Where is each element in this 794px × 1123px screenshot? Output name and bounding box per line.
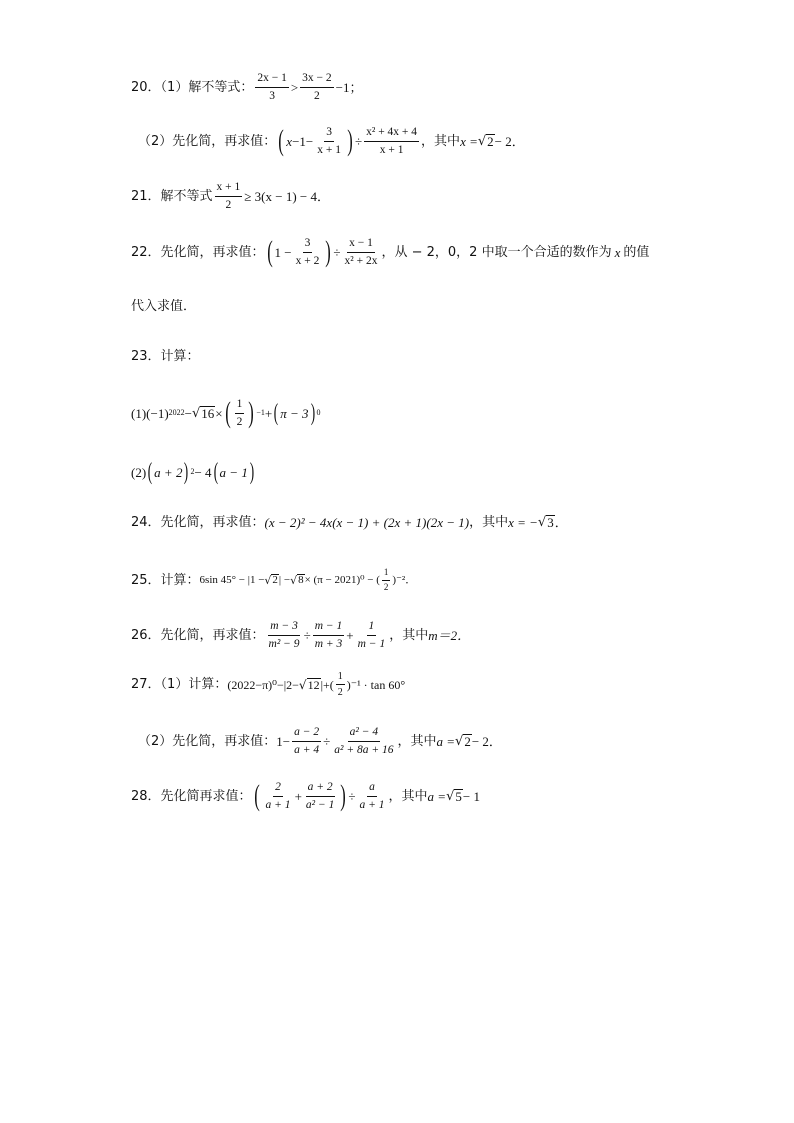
denominator: a² + 8a + 16 [334, 743, 394, 756]
numerator: x + 1 [215, 181, 243, 197]
expression: − 4 [194, 464, 212, 480]
question-22 [131, 237, 649, 267]
left-paren: ( [224, 396, 231, 430]
operator: ÷ [348, 788, 356, 804]
numerator: a − 2 [292, 726, 321, 742]
exponent: 2022 [168, 408, 185, 418]
numerator: m − 3 [268, 620, 300, 636]
fraction [215, 181, 243, 211]
question-20-part-1 [131, 72, 363, 102]
radicand: 3 [547, 515, 554, 530]
expression: | − [278, 573, 291, 586]
variable: x [614, 244, 621, 260]
question-25 [131, 568, 416, 593]
condition-text: ，其中 [397, 733, 437, 749]
condition-expression: m＝2． [428, 627, 471, 643]
left-paren: ( [253, 779, 260, 813]
question-text: 26．先化简，再求值： [131, 627, 265, 643]
denominator: 2 [236, 415, 243, 428]
radicand: 5 [455, 789, 462, 805]
radicand: 16 [201, 406, 215, 422]
question-24 [131, 515, 568, 529]
condition-text: ，其中 [469, 514, 509, 530]
question-21 [131, 181, 330, 211]
operator: ÷ [303, 627, 311, 643]
expression-tail: − 2． [471, 733, 502, 749]
expression-tail: −1； [335, 79, 363, 95]
denominator: 3 [269, 89, 275, 102]
exponent: −1 [256, 408, 265, 418]
right-paren: ) [184, 459, 189, 485]
numerator: 3 [303, 237, 313, 253]
denominator: m² − 9 [268, 637, 300, 650]
operator: − [184, 405, 192, 421]
numerator: x² + 4x + 4 [364, 126, 419, 142]
right-paren: ) [325, 235, 332, 269]
question-text: 的值 [623, 244, 650, 260]
question-text: 22．先化简，再求值： [131, 244, 265, 260]
expression: π − 3 [280, 405, 309, 421]
expression-tail: − 2． [494, 133, 525, 149]
denominator: m − 1 [357, 637, 386, 650]
left-paren: ( [274, 400, 279, 427]
condition-expression: x = − [508, 514, 538, 530]
expression: 1− [276, 733, 291, 749]
fraction [382, 568, 391, 593]
numerator: 2x − 1 [255, 72, 289, 88]
denominator: x + 2 [295, 254, 320, 267]
question-text: 23．计算： [131, 349, 200, 364]
question-text: （2）先化简，再求值： [138, 133, 277, 149]
condition-text: ，其中 [388, 788, 428, 804]
fraction [336, 671, 345, 698]
numerator: a² − 4 [348, 726, 380, 742]
sqrt: √ 12 [298, 678, 320, 692]
expression: a − 1 [219, 464, 248, 480]
numerator: 1 [367, 620, 377, 636]
variable: x [286, 133, 293, 149]
fraction [332, 726, 395, 756]
expression: 6sin 45° − |1 − [199, 573, 265, 586]
sqrt: √ 8 [290, 574, 304, 588]
question-text: 25．计算： [131, 572, 200, 588]
right-paren: ) [347, 124, 353, 158]
question-text: 20．（1）解不等式： [131, 79, 254, 95]
fraction [313, 620, 345, 650]
left-paren: ( [147, 459, 153, 485]
numerator: 1 [382, 568, 391, 581]
fraction [315, 126, 343, 156]
expression: × (π − 2021)⁰ − ( [304, 573, 380, 586]
operator: ÷ [323, 733, 331, 749]
denominator: a² − 1 [305, 798, 335, 811]
expression: |+( [320, 677, 334, 692]
question-23 [131, 350, 200, 363]
fraction [300, 72, 334, 102]
sqrt: √ 16 [192, 406, 215, 422]
sqrt: √ 5 [446, 789, 462, 805]
sqrt: √ 3 [537, 515, 554, 530]
fraction [356, 620, 388, 650]
expression: (1)(−1) [131, 405, 169, 421]
denominator: x + 1 [379, 143, 404, 156]
radicand: 2 [464, 734, 471, 750]
expression: (2) [131, 464, 147, 480]
denominator: a + 1 [359, 798, 385, 811]
condition-text: ，其中 [421, 133, 461, 149]
question-20-part-2 [138, 126, 525, 156]
numerator: 3x − 2 [300, 72, 334, 88]
condition-text: ，其中 [389, 627, 429, 643]
fraction [304, 781, 336, 811]
question-text: ，从 − 2，0，2 中取一个合适的数作为 [381, 244, 612, 260]
fraction [267, 620, 302, 650]
question-text: 代入求值． [131, 299, 197, 314]
left-paren: ( [213, 459, 218, 485]
expression-tail: ． [554, 514, 568, 530]
numerator: 1 [336, 671, 345, 685]
denominator: 2 [383, 581, 389, 592]
expression-tail: − 1 [462, 788, 480, 804]
fraction [358, 781, 387, 811]
operator: ÷ [354, 133, 363, 149]
numerator: a [367, 781, 377, 797]
numerator: a + 2 [306, 781, 335, 797]
question-text: （2）先化简，再求值： [138, 733, 277, 749]
radicand: 8 [298, 574, 304, 587]
expression-tail: ≥ 3(x − 1) − 4． [244, 188, 331, 204]
denominator: 2 [337, 687, 343, 698]
sqrt: √ 2 [477, 134, 494, 150]
condition-expression: x = [460, 133, 478, 149]
question-23-part-1 [131, 398, 321, 428]
left-paren: ( [278, 124, 285, 158]
expression: (x − 2)² − 4x(x − 1) + (2x + 1)(2x − 1) [264, 514, 470, 530]
exponent: 0 [316, 408, 321, 418]
fraction [343, 237, 380, 267]
question-27-part-2 [138, 726, 502, 756]
denominator: a + 1 [265, 798, 291, 811]
sqrt: √ 2 [455, 734, 471, 750]
condition-expression: a = [427, 788, 447, 804]
operator: ÷ [333, 244, 341, 260]
right-paren: ) [249, 459, 255, 485]
condition-expression: a = [436, 733, 456, 749]
operator: −1− [292, 133, 314, 149]
denominator: m + 3 [314, 637, 343, 650]
expression: (2022−π)⁰−|2− [227, 677, 299, 692]
question-23-part-2 [131, 460, 256, 484]
denominator: 2 [225, 198, 232, 211]
radicand: 12 [307, 678, 320, 692]
right-paren: ) [310, 400, 315, 427]
exponent: 2 [190, 467, 195, 476]
expression: )⁻¹ · tan 60° [346, 677, 406, 692]
fraction [364, 126, 419, 156]
sqrt: √ 2 [264, 574, 278, 588]
question-26 [131, 620, 470, 650]
operator: × [215, 405, 223, 421]
fraction [294, 237, 322, 267]
left-paren: ( [266, 235, 273, 269]
question-28 [131, 781, 480, 811]
denominator: a + 4 [294, 743, 320, 756]
radicand: 2 [487, 134, 494, 150]
question-22-line-2 [131, 300, 196, 313]
numerator: x − 1 [347, 237, 375, 253]
numerator: m − 1 [313, 620, 345, 636]
denominator: 2 [314, 89, 320, 102]
fraction [235, 398, 245, 428]
fraction [292, 726, 321, 756]
operator: + [346, 627, 354, 643]
question-text: 21．解不等式 [131, 188, 213, 204]
question-text: 24．先化简，再求值： [131, 514, 265, 530]
expression: )⁻²． [392, 573, 417, 586]
denominator: x + 1 [317, 143, 341, 156]
right-paren: ) [248, 396, 255, 430]
operator: > [290, 79, 299, 95]
expression: a + 2 [154, 464, 183, 480]
operator: + [264, 405, 273, 421]
numerator: 2 [273, 781, 283, 797]
right-paren: ) [340, 779, 347, 813]
numerator: 1 [235, 398, 245, 414]
numerator: 3 [324, 126, 334, 142]
radicand: 2 [272, 574, 278, 587]
question-text: 27．（1）计算： [131, 677, 228, 692]
operator: + [294, 788, 302, 804]
expression: 1 − [274, 244, 292, 260]
fraction [255, 72, 289, 102]
question-27-part-1 [131, 671, 405, 698]
question-text: 28．先化简再求值： [131, 788, 252, 804]
fraction [264, 781, 293, 811]
denominator: x² + 2x [344, 254, 378, 267]
